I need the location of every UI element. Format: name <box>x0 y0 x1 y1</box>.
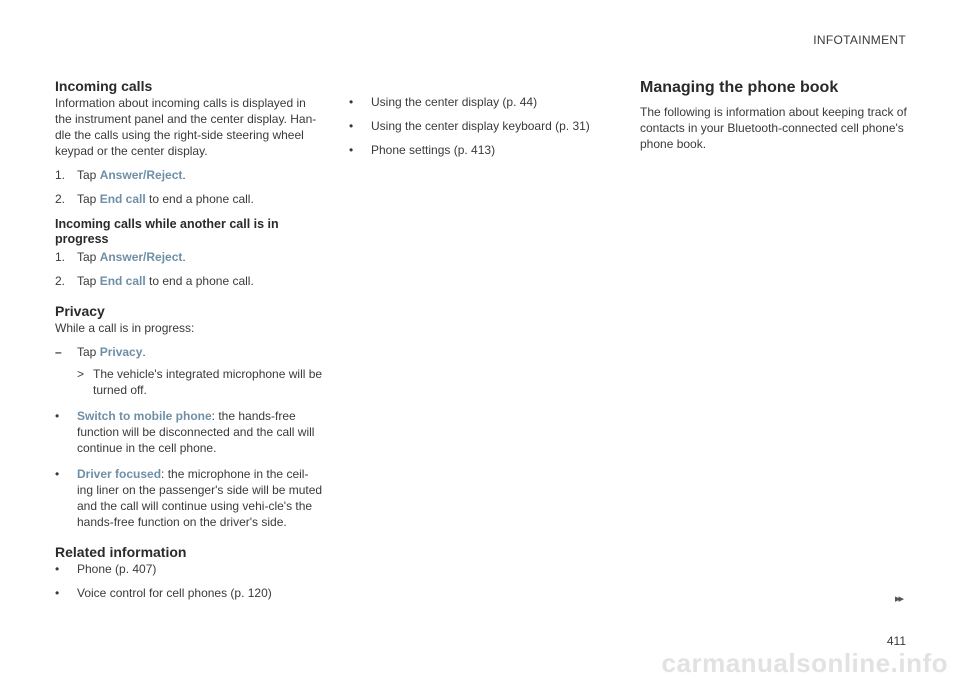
bullet: • <box>55 586 60 600</box>
step-item: 1. Tap Answer/Reject. <box>55 168 186 182</box>
related-list-continued <box>349 94 611 158</box>
bullet: • <box>55 409 60 423</box>
end-call-label: End call <box>99 192 146 206</box>
list-item <box>349 94 611 110</box>
incoming-calls-intro: Information about incoming calls is displayed in the instrument panel and the center display. Han-dle the calls using the right-side steering wheel keypad or the center display. <box>55 96 317 158</box>
step-item: 2. Tap End call to end a phone call. <box>55 274 254 288</box>
list-item <box>55 561 323 577</box>
related-list <box>55 561 323 601</box>
related-link[interactable]: Phone settings (p. 413) <box>371 143 496 157</box>
answer-reject-label: Answer/Reject <box>99 168 183 182</box>
column-left <box>55 78 323 601</box>
incoming-calls-steps <box>55 167 323 207</box>
bullet: • <box>349 143 354 157</box>
privacy-section <box>55 303 323 530</box>
privacy-options <box>55 408 323 530</box>
phone-book-heading: Managing the phone book <box>640 79 839 96</box>
bullet: • <box>55 467 60 481</box>
related-section <box>55 544 323 601</box>
privacy-result: > The vehicle's integrated microphone will be turned off. <box>77 367 323 397</box>
list-item <box>55 585 323 601</box>
step-item: 1. Tap Answer/Reject. <box>55 250 186 264</box>
driver-focused-label: Driver focused <box>77 467 162 481</box>
related-link[interactable]: Phone (p. 407) <box>77 562 157 576</box>
list-item: • Driver focused: the microphone in the ceil-ing liner on the passenger's side will be muted and the call will continue using vehi-cle's the hands-free function on the driver's side. <box>55 467 323 529</box>
phone-book-intro: The following is information about keeping track of contacts in your Bluetooth-connected cell phone's phone book. <box>640 105 907 151</box>
column-right <box>640 78 910 152</box>
privacy-heading: Privacy <box>55 303 105 319</box>
list-item <box>349 142 611 158</box>
related-link[interactable]: Using the center display (p. 44) <box>371 95 538 109</box>
another-call-steps <box>55 249 323 289</box>
privacy-step: – Tap Privacy. <box>55 345 146 359</box>
list-item <box>349 118 611 134</box>
privacy-label: Privacy <box>99 345 143 359</box>
related-heading: Related information <box>55 544 187 560</box>
next-page-arrow-icon: ▸▸ <box>894 593 902 605</box>
column-middle <box>349 94 611 158</box>
related-link[interactable]: Voice control for cell phones (p. 120) <box>77 586 272 600</box>
bullet: • <box>349 95 354 109</box>
step-item: 2. Tap End call to end a phone call. <box>55 192 254 206</box>
another-call-heading: Incoming calls while another call is in progress <box>55 217 279 246</box>
incoming-calls-heading: Incoming calls <box>55 78 153 94</box>
end-call-label: End call <box>99 274 146 288</box>
answer-reject-label: Answer/Reject <box>99 250 183 264</box>
chapter-title: INFOTAINMENT <box>813 33 906 47</box>
related-link[interactable]: Using the center display keyboard (p. 31) <box>371 119 590 133</box>
privacy-intro: While a call is in progress: <box>55 321 195 335</box>
list-item: • Switch to mobile phone: the hands-free function will be disconnected and the call will continue in the cell phone. <box>55 409 315 455</box>
watermark: carmanualsonline.info <box>661 648 948 678</box>
page-number: 411 <box>886 634 906 648</box>
bullet: • <box>349 119 354 133</box>
bullet: • <box>55 562 60 576</box>
switch-to-mobile-label: Switch to mobile phone <box>77 409 212 423</box>
